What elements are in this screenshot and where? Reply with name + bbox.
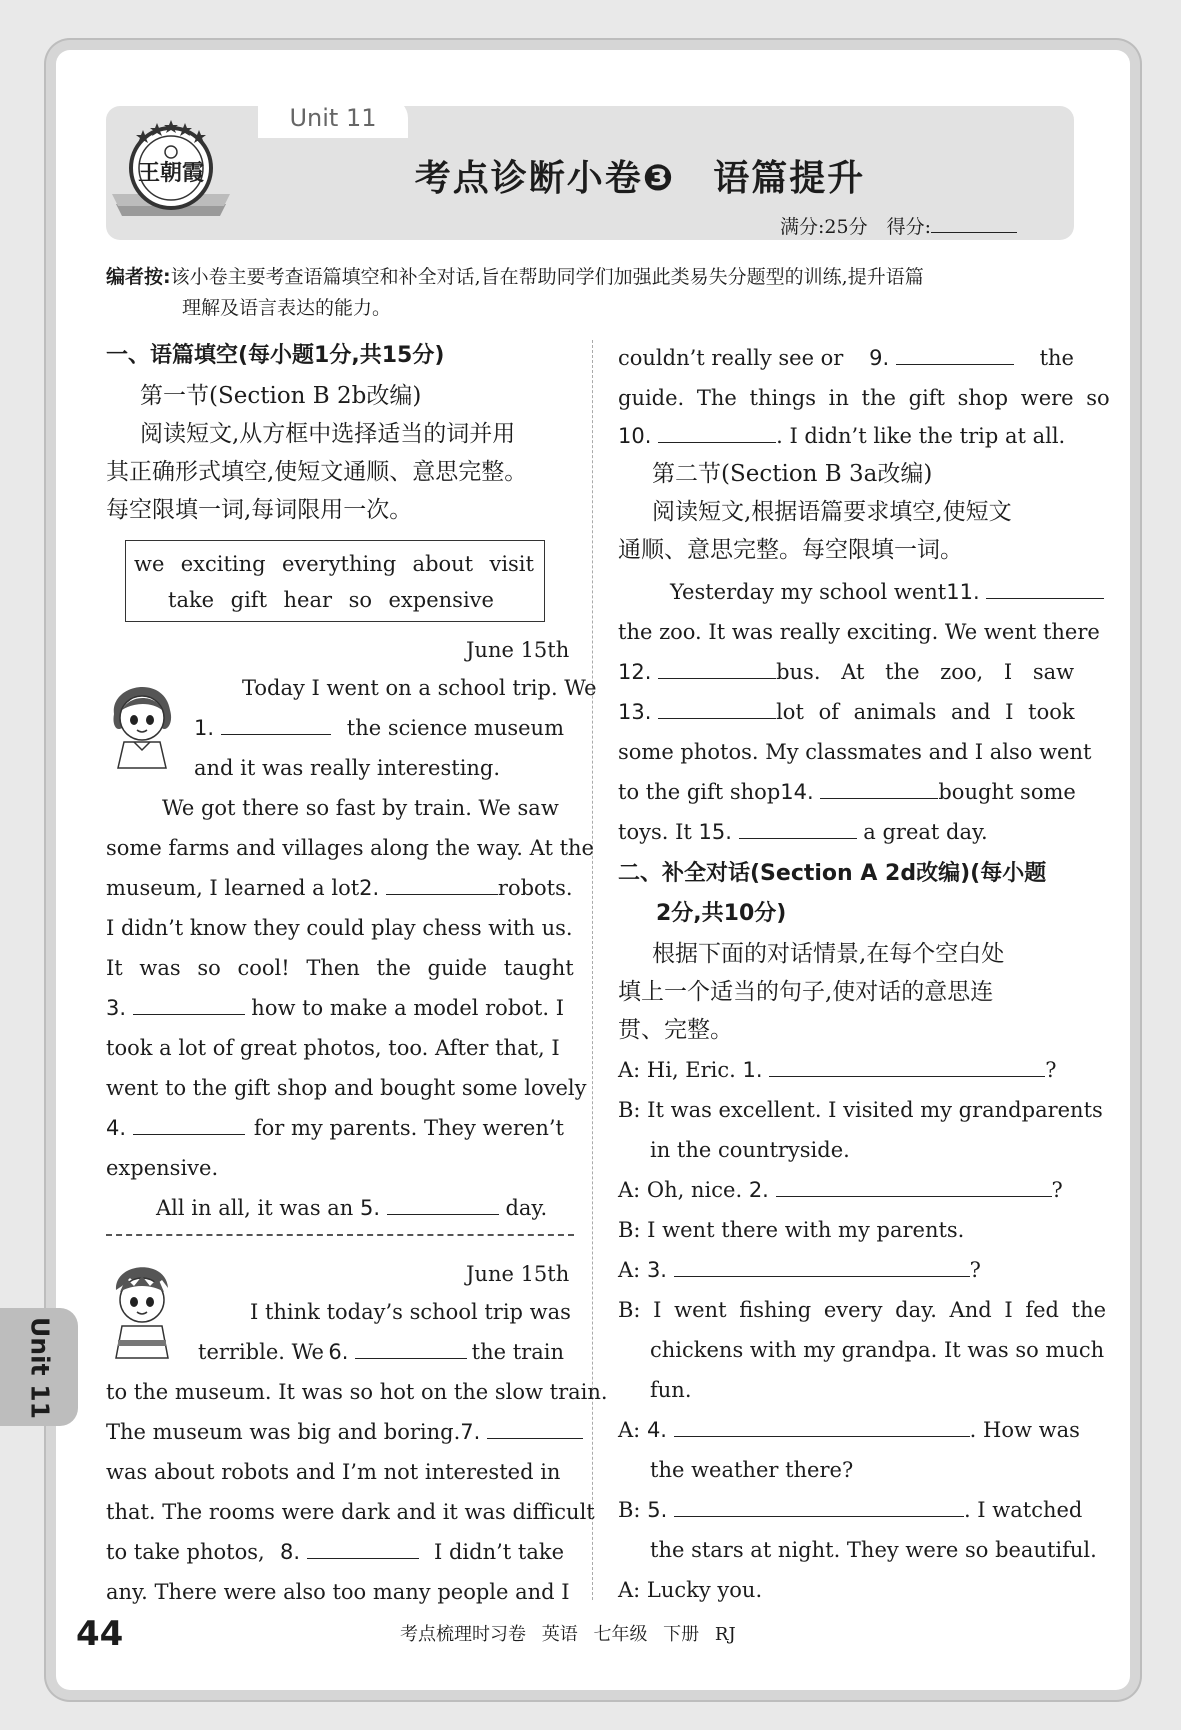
text-line: Today I went on a school trip. We: [242, 676, 597, 700]
text-line: 12. bus. At the zoo, I saw: [618, 656, 1074, 688]
section1-label: 第一节(Section B 2b改编): [140, 383, 422, 409]
part2-heading: 二、补全对话(Section A 2d改编)(每小题: [618, 861, 1047, 886]
dialogue-line: A: Hi, Eric. 1. ?: [618, 1054, 1057, 1086]
text-line: any. There were also too many people and I: [106, 1580, 570, 1604]
diary-date: June 15th: [466, 638, 570, 662]
text-line: went to the gift shop and bought some lovely: [106, 1076, 587, 1100]
editor-note: 编者按:该小卷主要考查语篇填空和补全对话,旨在帮助同学们加强此类易失分题型的训练,提升语篇 理解及语言表达的能力。: [106, 266, 924, 319]
part2-heading: 2分,共10分): [656, 901, 787, 926]
dialogue-line: B: I went fishing every day. And I fed the: [618, 1298, 1107, 1322]
text-line: Yesterday my school went 11.: [670, 576, 1074, 608]
text-line: some farms and villages along the way. At the: [106, 836, 594, 860]
unit-tab: Unit 11: [258, 98, 408, 138]
dialogue-line: the stars at night. They were so beautiful.: [650, 1538, 1097, 1562]
text-line: to the museum. It was so hot on the slow train.: [106, 1380, 608, 1404]
page-title: 考点诊断小卷❸ 语篇提升: [414, 158, 866, 199]
text-line: All in all, it was an 5. day.: [156, 1192, 547, 1224]
text-line: expensive.: [106, 1156, 219, 1180]
svg-text:王朝霞: 王朝霞: [137, 160, 205, 186]
dialogue-line: B: I went there with my parents.: [618, 1218, 965, 1242]
instruction-line: 贯、完整。: [618, 1017, 733, 1043]
dialogue-line: chickens with my grandpa. It was so much: [650, 1338, 1105, 1362]
boy-illustration-icon: [104, 1252, 180, 1362]
text-line: I think today’s school trip was: [250, 1300, 571, 1324]
text-line: It was so cool! Then the guide taught: [106, 956, 574, 980]
text-line: took a lot of great photos, too. After that, I: [106, 1036, 560, 1060]
diary-date: June 15th: [466, 1262, 570, 1286]
instruction-line: 阅读短文,从方框中选择适当的词并用: [140, 421, 516, 447]
instruction-line: 填上一个适当的句子,使对话的意思连: [618, 979, 994, 1005]
text-line: the zoo. It was really exciting. We went there: [618, 620, 1100, 644]
dialogue-line: A: Lucky you.: [618, 1578, 763, 1602]
page-number: 44: [76, 1614, 124, 1654]
footer-text: 考点梳理时习卷 英语 七年级 下册 RJ: [400, 1624, 736, 1645]
dialogue-line: B: It was excellent. I visited my grandparents: [618, 1098, 1103, 1122]
dialogue-line: in the countryside.: [650, 1138, 850, 1162]
text-line: and it was really interesting.: [194, 756, 501, 780]
text-line: 3. how to make a model robot. I: [106, 992, 564, 1024]
text-line: museum, I learned a lot 2. robots.: [106, 872, 564, 904]
word-box-row: we exciting everything about visit: [134, 552, 534, 576]
score-line: 满分:25分 得分:: [780, 212, 1017, 239]
text-line: couldn’t really see or 9. the: [618, 342, 1074, 374]
unit-side-tab: Unit 11: [0, 1308, 78, 1426]
dashed-separator: [106, 1234, 574, 1236]
text-line: toys. It 15. a great day.: [618, 816, 988, 848]
section2-label: 第二节(Section B 3a改编): [652, 461, 933, 487]
text-line: to take photos, 8. I didn’t take: [106, 1536, 564, 1568]
column-divider: [592, 340, 593, 1600]
part1-heading: 一、语篇填空(每小题1分,共15分): [106, 343, 445, 368]
publisher-logo: [108, 116, 234, 228]
word-box-row: take gift hear so expensive: [168, 588, 494, 612]
dialogue-line: B: 5. . I watched: [618, 1494, 1074, 1526]
instruction-line: 每空限填一词,每词限用一次。: [106, 497, 413, 523]
text-line: I didn’t know they could play chess with us.: [106, 916, 573, 940]
text-line: The museum was big and boring. 7.: [106, 1416, 564, 1448]
text-line: 10. . I didn’t like the trip at all.: [618, 420, 1065, 452]
dialogue-line: A: Oh, nice. 2. ?: [618, 1174, 1063, 1206]
text-line: that. The rooms were dark and it was difficult: [106, 1500, 595, 1524]
text-line: 13. lot of animals and I took: [618, 696, 1074, 728]
text-line: guide. The things in the gift shop were so: [618, 386, 1110, 410]
dialogue-line: A: 3. ?: [618, 1254, 981, 1286]
text-line: to the gift shop 14. bought some: [618, 776, 1074, 808]
text-line: We got there so fast by train. We saw: [162, 796, 559, 820]
text-line: some photos. My classmates and I also went: [618, 740, 1092, 764]
instruction-line: 阅读短文,根据语篇要求填空,使短文: [652, 499, 1012, 525]
text-line: 1. the science museum: [194, 712, 564, 744]
instruction-line: 根据下面的对话情景,在每个空白处: [652, 941, 1005, 967]
text-line: 4. for my parents. They weren’t: [106, 1112, 564, 1144]
text-line: was about robots and I’m not interested in: [106, 1460, 561, 1484]
girl-illustration-icon: [104, 672, 180, 770]
instruction-line: 通顺、意思完整。每空限填一词。: [618, 537, 963, 563]
dialogue-line: fun.: [650, 1378, 692, 1402]
dialogue-line: the weather there?: [650, 1458, 854, 1482]
dialogue-line: A: 4. . How was: [618, 1414, 1074, 1446]
text-line: terrible. We 6. the train: [198, 1336, 564, 1368]
instruction-line: 其正确形式填空,使短文通顺、意思完整。: [106, 459, 528, 485]
